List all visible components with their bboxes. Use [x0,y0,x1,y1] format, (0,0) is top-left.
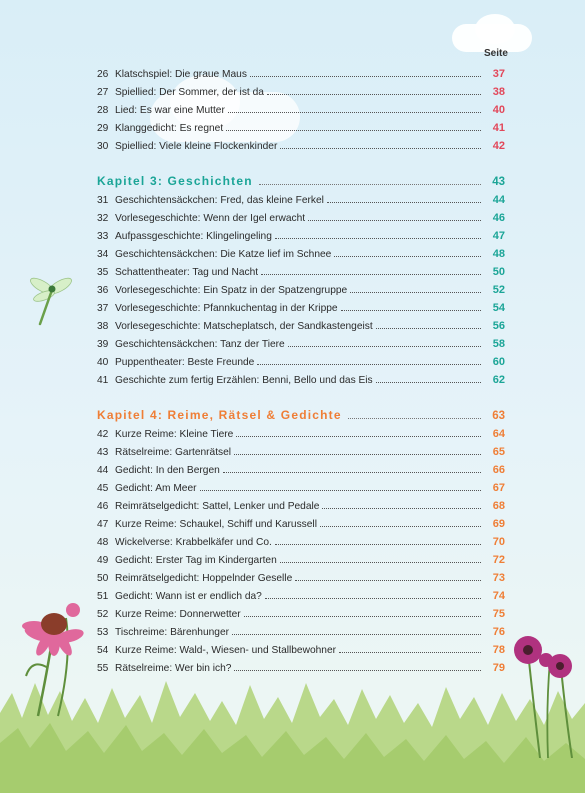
toc-entry[interactable]: 39 Geschichtensäckchen: Tanz der Tiere 58 [97,338,505,350]
dot-leader [257,364,481,365]
coneflower-icon [18,598,88,718]
toc-entry[interactable]: 43 Rätselreime: Gartenrätsel 65 [97,446,505,458]
dot-leader [228,112,481,113]
dot-leader [261,274,481,275]
toc-entry[interactable]: 34 Geschichtensäckchen: Die Katze lief im Schnee 48 [97,248,505,260]
dot-leader [320,526,481,527]
dot-leader [341,310,481,311]
toc-entry[interactable]: 49 Gedicht: Erster Tag im Kindergarten 72 [97,554,505,566]
toc-entry[interactable]: 53 Tischreime: Bärenhunger 76 [97,626,505,638]
dot-leader [265,598,481,599]
toc-entry[interactable]: 41 Geschichte zum fertig Erzählen: Benni, Bello und das Eis 62 [97,374,505,386]
dot-leader [295,580,481,581]
page-column-label: Seite [484,48,508,59]
dot-leader [280,148,481,149]
toc-entry[interactable]: 52 Kurze Reime: Donnerwetter 75 [97,608,505,620]
toc-entry[interactable]: 48 Wickelverse: Krabbelkäfer und Co. 70 [97,536,505,548]
toc-entry[interactable]: 26 Klatschspiel: Die graue Maus 37 [97,68,505,80]
toc-entry[interactable]: 38 Vorlesegeschichte: Matscheplatsch, der Sandkastengeist 56 [97,320,505,332]
toc-entry[interactable]: 28 Lied: Es war eine Mutter 40 [97,104,505,116]
toc-entry[interactable]: 50 Reimrätselgedicht: Hoppelnder Geselle 73 [97,572,505,584]
dot-leader [234,454,481,455]
toc-entry[interactable]: 44 Gedicht: In den Bergen 66 [97,464,505,476]
cloud-icon [475,14,515,44]
toc-entry[interactable]: 42 Kurze Reime: Kleine Tiere 64 [97,428,505,440]
dot-leader [308,220,481,221]
dot-leader [322,508,481,509]
toc-entry[interactable]: 47 Kurze Reime: Schaukel, Schiff und Karussell 69 [97,518,505,530]
dot-leader [376,328,481,329]
dot-leader [348,418,481,419]
dot-leader [244,616,481,617]
toc-entry[interactable]: 40 Puppentheater: Beste Freunde 60 [97,356,505,368]
dot-leader [234,670,481,671]
dot-leader [250,76,481,77]
toc-entry[interactable]: 37 Vorlesegeschichte: Pfannkuchentag in der Krippe 54 [97,302,505,314]
toc-entry[interactable]: 31 Geschichtensäckchen: Fred, das kleine Ferkel 44 [97,194,505,206]
dot-leader [376,382,481,383]
toc-entry[interactable]: 27 Spiellied: Der Sommer, der ist da 38 [97,86,505,98]
dot-leader [275,238,481,239]
toc-entry[interactable]: 45 Gedicht: Am Meer 67 [97,482,505,494]
toc-entry[interactable]: 51 Gedicht: Wann ist er endlich da? 74 [97,590,505,602]
toc-entry[interactable]: 55 Rätselreime: Wer bin ich? 79 [97,662,505,674]
dot-leader [339,652,481,653]
dot-leader [226,130,481,131]
toc-entry[interactable]: 54 Kurze Reime: Wald-, Wiesen- und Stallbewohner 78 [97,644,505,656]
dot-leader [280,562,481,563]
toc-entry[interactable]: 33 Aufpassgeschichte: Klingelingeling 47 [97,230,505,242]
dot-leader [267,94,481,95]
dot-leader [259,184,481,185]
dot-leader [236,436,481,437]
dot-leader [200,490,481,491]
toc-entry[interactable]: 29 Klanggedicht: Es regnet 41 [97,122,505,134]
dragonfly-icon [28,270,78,326]
toc-entry[interactable]: 30 Spiellied: Viele kleine Flockenkinder 42 [97,140,505,152]
dot-leader [350,292,481,293]
toc-entry[interactable]: 35 Schattentheater: Tag und Nacht 50 [97,266,505,278]
dot-leader [223,472,481,473]
daisy-icon [506,628,581,758]
dot-leader [288,346,481,347]
toc-entry[interactable]: 32 Vorlesegeschichte: Wenn der Igel erwacht 46 [97,212,505,224]
dot-leader [232,634,481,635]
dot-leader [327,202,481,203]
dot-leader [275,544,481,545]
dot-leader [334,256,481,257]
chapter-heading[interactable]: Kapitel 4: Reime, Rätsel & Gedichte 63 [97,408,505,422]
chapter-heading[interactable]: Kapitel 3: Geschichten 43 [97,174,505,188]
toc-entry[interactable]: 36 Vorlesegeschichte: Ein Spatz in der Spatzengruppe 52 [97,284,505,296]
toc-entry[interactable]: 46 Reimrätselgedicht: Sattel, Lenker und Pedale 68 [97,500,505,512]
